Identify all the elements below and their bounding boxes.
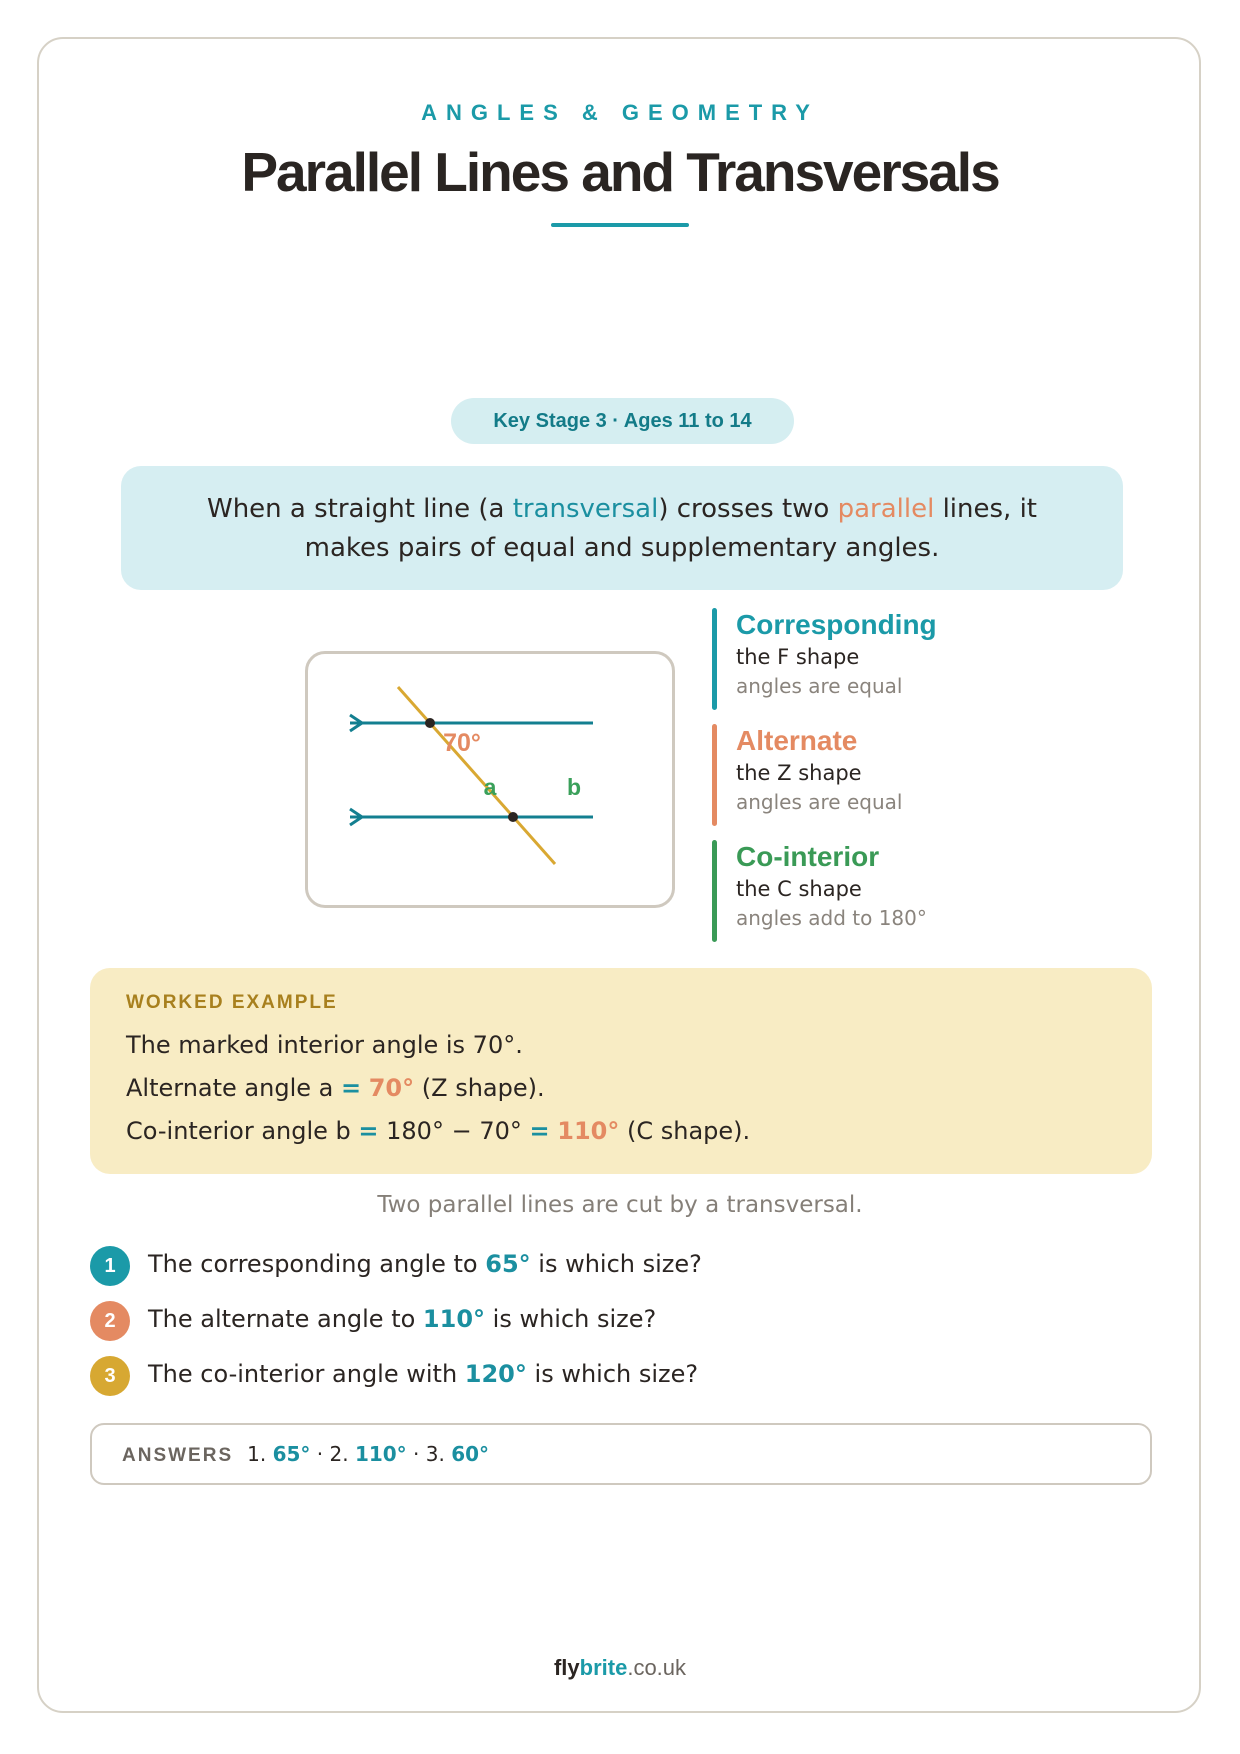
answer-value: 65° <box>272 1442 311 1466</box>
rule-corresponding <box>712 608 1056 700</box>
subject-label: ANGLES & GEOMETRY <box>421 100 819 125</box>
worked-line-3 <box>126 1110 1116 1153</box>
rule-desc: angles are equal <box>736 674 903 698</box>
transversal-diagram <box>308 654 672 905</box>
rule-desc: angles add to 180° <box>736 906 927 930</box>
worked-example-box <box>90 968 1152 1174</box>
answer-prefix: 1. <box>247 1442 273 1466</box>
brand-brite: brite <box>579 1655 628 1680</box>
answer-prefix: · 2. <box>310 1442 355 1466</box>
intersection-point-top <box>425 718 435 728</box>
question-angle: 120° <box>464 1360 527 1388</box>
intersection-point-bottom <box>508 812 518 822</box>
rule-bar-corresponding <box>712 608 717 710</box>
equals-sign: = <box>529 1117 550 1145</box>
rule-shape: the C shape <box>736 877 862 901</box>
question-text <box>148 1360 698 1388</box>
question-number-badge: 1 <box>90 1246 130 1286</box>
intro-term-parallel: parallel <box>837 494 935 524</box>
question-post: is which size? <box>530 1250 702 1278</box>
question-angle: 110° <box>422 1305 486 1333</box>
question-text <box>148 1305 656 1333</box>
rule-name: Alternate <box>736 725 858 756</box>
rule-name: Corresponding <box>736 609 937 640</box>
question-pre: The co-interior angle with <box>148 1360 465 1388</box>
rule-co-interior <box>712 840 1056 932</box>
answers-box <box>90 1423 1152 1485</box>
angle-label-b: b <box>566 774 582 800</box>
worked-text: Alternate angle a <box>126 1074 341 1102</box>
footer-brand <box>0 1655 1240 1681</box>
question-number-badge: 2 <box>90 1301 130 1341</box>
page-title: Parallel Lines and Transversals <box>241 141 999 203</box>
intro-text-2: ) crosses two <box>658 494 838 524</box>
question-post: is which size? <box>526 1360 699 1388</box>
equals-sign: = <box>358 1117 379 1145</box>
brand-domain: .co.uk <box>627 1655 687 1680</box>
rule-bar-co-interior <box>712 840 717 942</box>
key-stage-pill: Key Stage 3 · Ages 11 to 14 <box>451 398 794 444</box>
intro-text-3: lines, it makes pairs of equal and supplementary angles. <box>304 494 1037 563</box>
question-angle: 65° <box>485 1250 531 1278</box>
worked-text: (Z shape). <box>414 1074 545 1102</box>
worked-text: 180° − 70° <box>378 1117 530 1145</box>
rule-shape: the F shape <box>736 645 860 669</box>
rule-name: Co-interior <box>736 841 880 872</box>
answer-prefix: · 3. <box>406 1442 452 1466</box>
question-pre: The corresponding angle to <box>148 1250 486 1278</box>
worked-text: Co-interior angle b <box>126 1117 359 1145</box>
intro-box <box>121 466 1123 590</box>
rule-bar-alternate <box>712 724 717 826</box>
question-text <box>148 1250 702 1278</box>
questions-intro: Two parallel lines are cut by a transversal. <box>377 1192 863 1218</box>
question-post: is which size? <box>485 1305 657 1333</box>
question-pre: The alternate angle to <box>148 1305 423 1333</box>
answers-label: ANSWERS <box>122 1445 234 1466</box>
intro-term-transversal: transversal <box>512 494 659 524</box>
worked-value: 110° <box>557 1117 620 1145</box>
intro-text-1: When a straight line (a <box>207 494 513 524</box>
answer-value: 60° <box>451 1442 490 1466</box>
equals-sign: = <box>340 1074 362 1102</box>
angle-label-a: a <box>483 774 497 800</box>
answer-value: 110° <box>354 1442 407 1466</box>
question-number-badge: 3 <box>90 1356 130 1396</box>
rule-desc: angles are equal <box>736 790 903 814</box>
worked-text: (C shape). <box>619 1117 751 1145</box>
rule-shape: the Z shape <box>736 761 862 785</box>
angle-label-70: 70° <box>443 729 481 757</box>
worked-value: 70° <box>368 1074 415 1102</box>
transversal-line <box>398 687 555 864</box>
diagram-box <box>305 651 675 908</box>
brand-fly: fly <box>553 1655 580 1680</box>
worked-line-1: The marked interior angle is 70°. <box>126 1031 523 1059</box>
rule-alternate <box>712 724 1056 816</box>
title-underline <box>551 223 689 227</box>
worked-example-label: WORKED EXAMPLE <box>126 992 338 1013</box>
worked-line-2 <box>126 1067 1116 1110</box>
